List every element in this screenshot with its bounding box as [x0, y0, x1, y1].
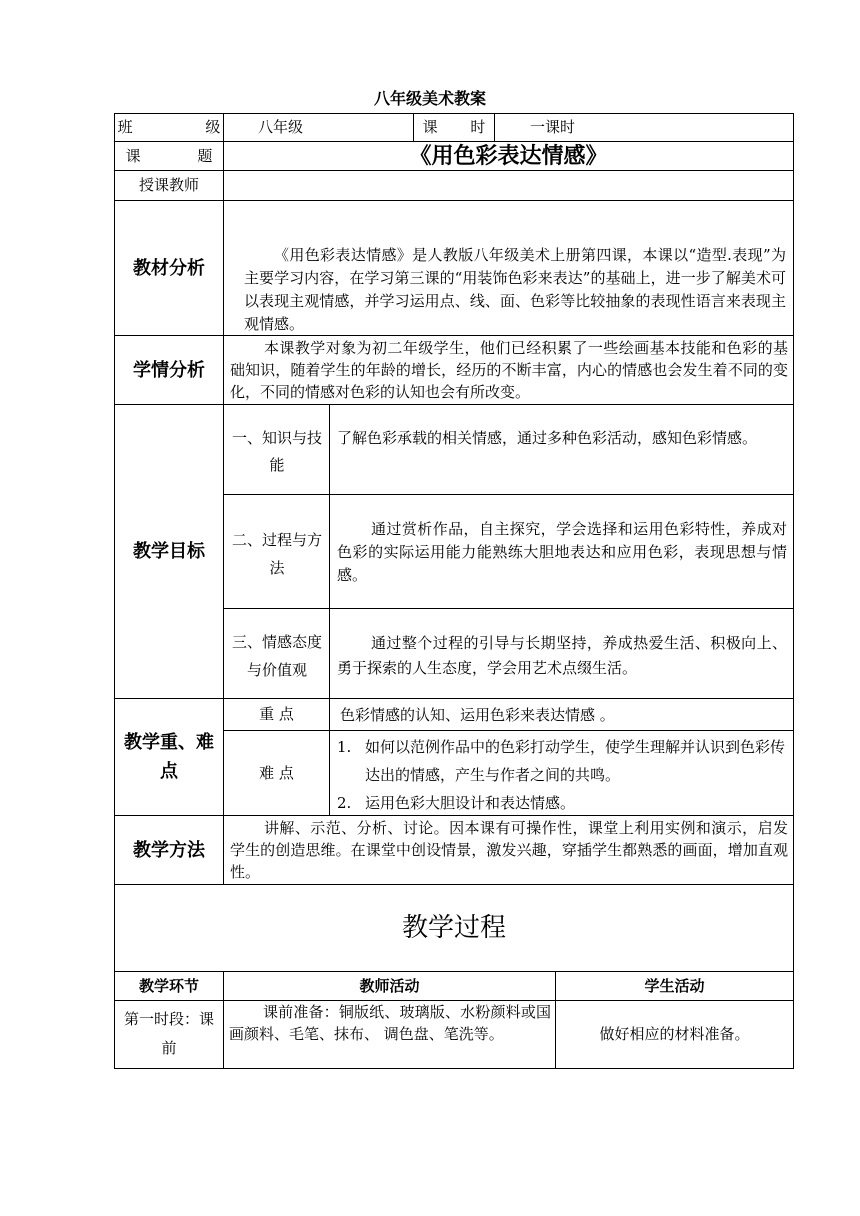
- class-value: 八年级: [258, 118, 304, 136]
- col-student-header: 学生活动: [644, 976, 705, 995]
- difficult-point-label-text: 难 点: [259, 763, 294, 782]
- difficult-point-num: 2.: [337, 794, 352, 812]
- students-label: 学情分析: [133, 359, 205, 381]
- col-stage-header: 教学环节: [138, 976, 199, 995]
- teacher-label: 授课教师: [138, 176, 199, 194]
- method-label: 教学方法: [133, 839, 205, 861]
- process-row-stage: 第一时段：课前: [123, 1010, 214, 1057]
- period-label-text: 课 时: [422, 118, 500, 136]
- students-text: 本课教学对象为初二年级学生，他们已经积累了一些绘画基本技能和色彩的基础知识，随着学生的年龄的增长，经历的不断丰富，内心的情感也会发生着不同的变化，不同的情感对色彩的认知也会有所改变。: [230, 339, 788, 401]
- difficult-point-item: [337, 733, 787, 789]
- goal-attitude-text: 通过整个过程的引导与长期坚持，养成热爱生活、积极向上、勇于探索的人生态度，学会用艺术点缀生活。: [337, 634, 787, 677]
- goal-process-text: 通过赏析作品，自主探究，学会选择和运用色彩特性，养成对色彩的实际运用能力能熟练大胆地表达和应用色彩，表现思想与情感。: [337, 520, 787, 584]
- difficult-point-text: 运用色彩大胆设计和表达情感。: [365, 794, 576, 812]
- goals-label: 教学目标: [133, 541, 205, 562]
- goal-knowledge-label: 一、知识与技能: [231, 429, 322, 474]
- goal-knowledge-text: 了解色彩承载的相关情感，通过多种色彩活动，感知色彩情感。: [337, 429, 758, 447]
- key-point-label: [224, 699, 329, 730]
- process-row-student: 做好相应的材料准备。: [599, 1025, 750, 1043]
- key-point-label-text: 重 点: [259, 705, 294, 723]
- topic-label-text: 课 题: [125, 146, 239, 165]
- page-title: 八年级美术教案: [373, 89, 486, 108]
- method-text: 讲解、示范、分析、讨论。因本课有可操作性，课堂上利用实例和演示，启发学生的创造思维。在课堂中创设情景，激发兴趣，穿插学生都熟悉的画面，增加直观性。: [230, 819, 788, 881]
- process-title: 教学过程: [401, 912, 506, 943]
- topic-value: 《用色彩表达情感》: [409, 143, 608, 169]
- period-label: [414, 114, 500, 141]
- period-value: 一课时: [530, 118, 576, 136]
- material-text: 《用色彩表达情感》是人教版八年级美术上册第四课，本课以“造型.表现”为主要学习内容，在学习第三课的“用装饰色彩来表达”的基础上，进一步了解美术可以表现主观情感，并学习运用点、线、面、色彩等比较抽象的表现性语言来表现主观情感。: [244, 246, 786, 333]
- class-label-text: 班 级: [117, 118, 255, 136]
- goal-attitude-label: 三、情感态度与价值观: [231, 633, 322, 679]
- difficult-point-item: [337, 791, 787, 815]
- col-teacher-header: 教师活动: [359, 976, 420, 995]
- teacher-value: [224, 171, 793, 200]
- difficult-point-label: [224, 731, 329, 815]
- process-row-teacher: 课前准备：铜版纸、玻璃版、水粉颜料或国画颜料、毛笔、抹布、 调色盘、笔洗等。: [229, 1003, 551, 1043]
- key-point-text: 色彩情感的认知、运用色彩来表达情感 。: [340, 706, 615, 724]
- difficult-point-num: 1.: [337, 738, 352, 756]
- focus-label: 教学重、难点: [124, 732, 214, 782]
- goal-process-label: 二、过程与方法: [231, 531, 322, 577]
- difficult-point-text: 如何以范例作品中的色彩打动学生，使学生理解并认识到色彩传达出的情感，产生与作者之间的共鸣。: [365, 738, 786, 784]
- material-label: 教材分析: [133, 257, 205, 279]
- class-label: [115, 114, 255, 141]
- topic-label: [115, 142, 239, 170]
- difficult-point-list: [337, 733, 787, 815]
